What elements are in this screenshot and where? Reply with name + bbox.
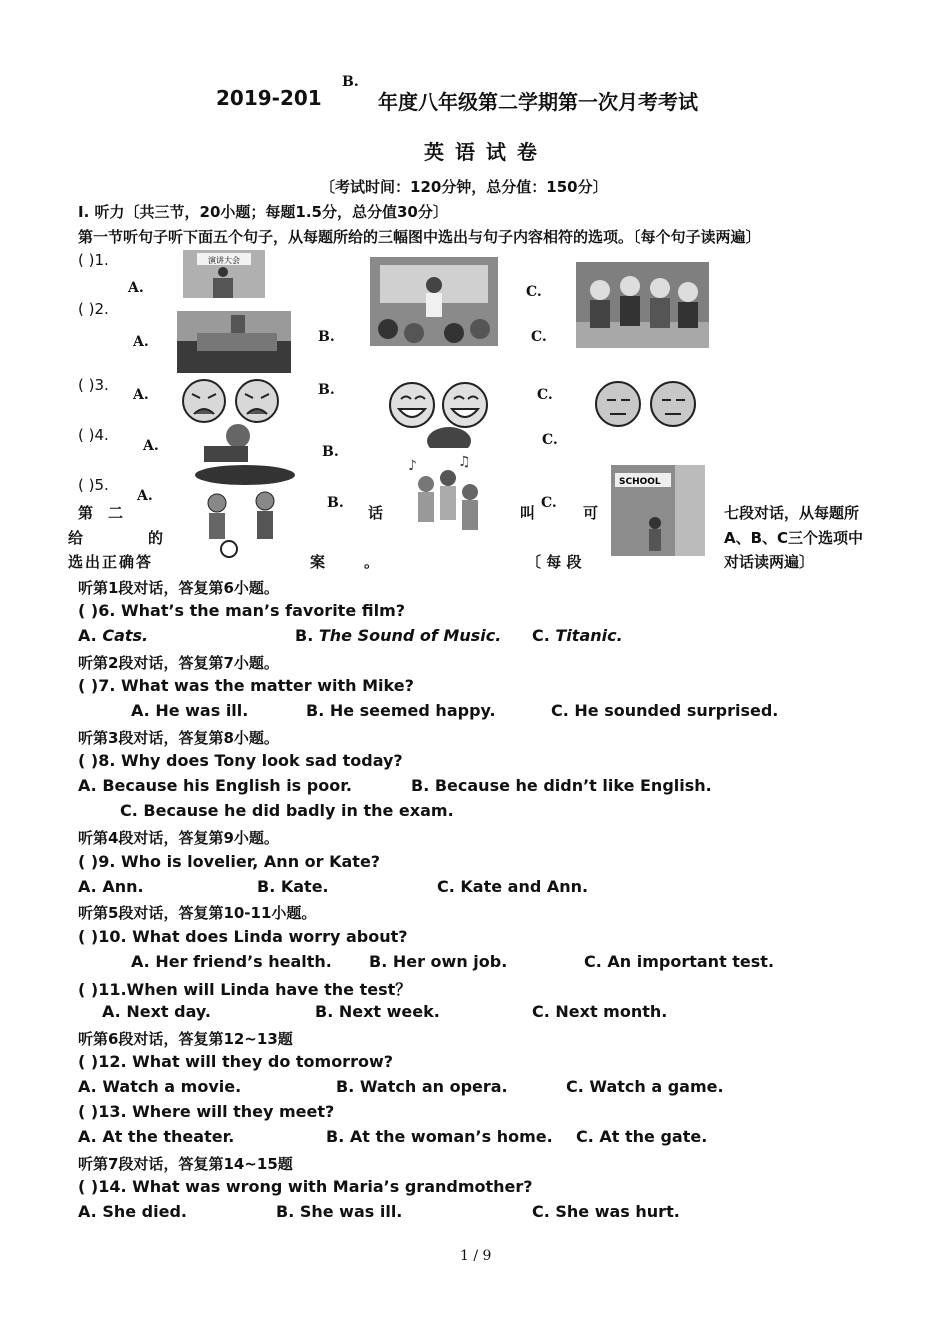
q6-option-b[interactable] bbox=[295, 626, 501, 645]
classroom-speech-image bbox=[370, 257, 498, 346]
school-gate-image bbox=[611, 465, 705, 556]
exam-title-year: 2019-201 bbox=[216, 86, 322, 110]
question-11: ( )11.When will Linda have the test？ bbox=[78, 980, 412, 999]
question-9: ( )9. Who is lovelier, Ann or Kate? bbox=[78, 852, 381, 871]
part2-frag: 〔 每 段 bbox=[526, 553, 582, 571]
speech-contest-sign: 演讲大会 bbox=[208, 256, 240, 265]
q3-option-a[interactable]: A. bbox=[133, 387, 149, 403]
dialogue-4-heading: 听第4段对话，答复第9小题。 bbox=[78, 829, 279, 847]
listening-heading: I. 听力〔共三节，20小题；每题1.5分，总分值30分〕 bbox=[78, 203, 448, 221]
q14-option-b[interactable]: B. She was ill. bbox=[276, 1202, 403, 1221]
q7-option-b[interactable]: B. He seemed happy. bbox=[306, 701, 496, 720]
q4-option-b[interactable]: B. bbox=[322, 444, 339, 460]
dialogue-6-heading: 听第6段对话，答复第12~13题 bbox=[78, 1030, 293, 1048]
q8-option-c[interactable]: C. Because he did badly in the exam. bbox=[120, 801, 454, 820]
q6-text-a: Cats. bbox=[102, 626, 149, 645]
q6-option-c[interactable] bbox=[532, 626, 623, 645]
part1-instruction: 第一节听句子听下面五个句子，从每题所给的三幅图中选出与句子内容相符的选项。〔每个句子读两遍〕 bbox=[78, 228, 761, 246]
svg-text:♪: ♪ bbox=[408, 458, 417, 474]
q9-option-b[interactable]: B. Kate. bbox=[257, 877, 329, 896]
q4-option-c[interactable]: C. bbox=[542, 432, 558, 448]
question-10: ( )10. What does Linda worry about? bbox=[78, 927, 408, 946]
dialogue-5-heading: 听第5段对话，答复第10-11小题。 bbox=[78, 904, 317, 922]
q5-option-c[interactable]: C. bbox=[541, 495, 557, 511]
part2-frag: 对话读两遍〕 bbox=[724, 553, 815, 571]
q5-option-b[interactable]: B. bbox=[327, 495, 344, 511]
q2-option-b[interactable]: B. bbox=[318, 329, 335, 345]
question-7: ( )7. What was the matter with Mike? bbox=[78, 676, 414, 695]
dialogue-2-heading: 听第2段对话，答复第7小题。 bbox=[78, 654, 279, 672]
q8-option-a[interactable]: A. Because his English is poor. bbox=[78, 776, 352, 795]
q13-option-a[interactable]: A. At the theater. bbox=[78, 1127, 235, 1146]
q3-option-c[interactable]: C. bbox=[537, 387, 553, 403]
question-5-number: ( )5. bbox=[78, 476, 109, 494]
q14-option-c[interactable]: C. She was hurt. bbox=[532, 1202, 680, 1221]
girl-waving-image bbox=[196, 418, 260, 462]
q7-option-a[interactable]: A. He was ill. bbox=[131, 701, 249, 720]
neutral-faces-image bbox=[593, 380, 699, 428]
school-building-image bbox=[177, 311, 291, 373]
q3-option-b[interactable]: B. bbox=[318, 382, 335, 398]
q4-option-a[interactable]: A. bbox=[143, 438, 159, 454]
exam-subtitle: 英 语 试 卷 bbox=[424, 140, 539, 164]
dialogue-3-heading: 听第3段对话，答复第8小题。 bbox=[78, 729, 279, 747]
part2-frag: 话 bbox=[368, 504, 384, 522]
question-14: ( )14. What was wrong with Maria’s grandmother? bbox=[78, 1177, 533, 1196]
q6-label-a: A. bbox=[78, 626, 103, 645]
dialogue-1-heading: 听第1段对话，答复第6小题。 bbox=[78, 579, 279, 597]
q12-option-a[interactable]: A. Watch a movie. bbox=[78, 1077, 242, 1096]
q12-option-c[interactable]: C. Watch a game. bbox=[566, 1077, 724, 1096]
part2-frag: 叫 bbox=[520, 504, 536, 522]
q14-option-a[interactable]: A. She died. bbox=[78, 1202, 187, 1221]
dialogue-7-heading: 听第7段对话，答复第14~15题 bbox=[78, 1155, 293, 1173]
exam-info: 〔考试时间：120分钟，总分值：150分〕 bbox=[320, 178, 608, 196]
q12-option-b[interactable]: B. Watch an opera. bbox=[336, 1077, 508, 1096]
q1-option-c[interactable]: C. bbox=[526, 284, 542, 300]
question-4-number: ( )4. bbox=[78, 426, 109, 444]
q5-option-a[interactable]: A. bbox=[137, 488, 153, 504]
question-8: ( )8. Why does Tony look sad today? bbox=[78, 751, 403, 770]
overlay-option-b: B. bbox=[338, 74, 363, 90]
q9-option-a[interactable]: A. Ann. bbox=[78, 877, 144, 896]
part2-frag: 案 bbox=[310, 553, 326, 571]
q11-option-c[interactable]: C. Next month. bbox=[532, 1002, 668, 1021]
q9-option-c[interactable]: C. Kate and Ann. bbox=[437, 877, 589, 896]
q11-option-a[interactable]: A. Next day. bbox=[102, 1002, 211, 1021]
part2-frag: 选出正确答 bbox=[68, 553, 154, 571]
q2-option-c[interactable]: C. bbox=[531, 329, 547, 345]
exam-title-rest: 年度八年级第二学期第一次月考考试 bbox=[378, 90, 698, 114]
question-1-number: ( )1. bbox=[78, 251, 109, 269]
part2-frag: 的 bbox=[148, 529, 164, 547]
q13-option-b[interactable]: B. At the woman’s home. bbox=[326, 1127, 553, 1146]
part2-frag: A、B、C三个选项中 bbox=[724, 529, 864, 547]
q6-option-a[interactable] bbox=[78, 626, 148, 645]
q10-option-c[interactable]: C. An important test. bbox=[584, 952, 775, 971]
school-sign: SCHOOL bbox=[619, 477, 661, 487]
page-number: 1 / 9 bbox=[460, 1248, 492, 1264]
q6-label-b: B. bbox=[295, 626, 319, 645]
part2-frag: 第 二 bbox=[78, 504, 124, 522]
part2-frag: 。 bbox=[364, 553, 380, 571]
q6-text-b: The Sound of Music. bbox=[318, 626, 502, 645]
q10-option-a[interactable]: A. Her friend’s health. bbox=[131, 952, 332, 971]
kids-singing-image bbox=[398, 448, 490, 550]
kids-playing-football-image bbox=[193, 463, 297, 558]
laughing-faces-image bbox=[387, 381, 491, 429]
question-12: ( )12. What will they do tomorrow? bbox=[78, 1052, 394, 1071]
q10-option-b[interactable]: B. Her own job. bbox=[369, 952, 508, 971]
question-6: ( )6. What’s the man’s favorite film? bbox=[78, 601, 406, 620]
part2-frag: 给 bbox=[68, 529, 84, 547]
part2-frag: 可 bbox=[583, 504, 599, 522]
question-13: ( )13. Where will they meet? bbox=[78, 1102, 335, 1121]
q8-option-b[interactable]: B. Because he didn’t like English. bbox=[411, 776, 712, 795]
q11-option-b[interactable]: B. Next week. bbox=[315, 1002, 440, 1021]
q6-text-c: Titanic. bbox=[555, 626, 623, 645]
q1-option-a[interactable]: A. bbox=[128, 280, 144, 296]
q2-option-a[interactable]: A. bbox=[133, 334, 149, 350]
part2-frag: 七段对话，从每题所 bbox=[724, 504, 860, 522]
svg-text:♫: ♫ bbox=[458, 454, 471, 470]
group-friends-image bbox=[576, 262, 709, 348]
q7-option-c[interactable]: C. He sounded surprised. bbox=[551, 701, 779, 720]
q13-option-c[interactable]: C. At the gate. bbox=[576, 1127, 708, 1146]
speech-contest-image bbox=[183, 250, 265, 298]
question-2-number: ( )2. bbox=[78, 300, 109, 318]
question-3-number: ( )3. bbox=[78, 376, 109, 394]
q6-label-c: C. bbox=[532, 626, 556, 645]
